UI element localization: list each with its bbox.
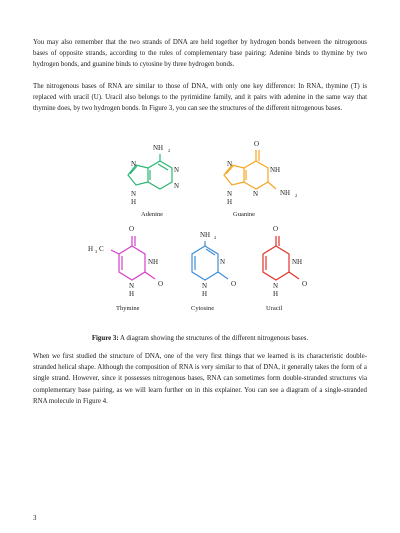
paragraph-base-pairing: You may also remember that the two strands of DNA are held together by hydrogen bonds between the nitrogenous bases of opposite strands, according to the rules of complementary base pairing: Adenine binds to thymine by two hydrogen bonds, and guanine binds to cytosine by three hydrogen bonds. [33,39,367,69]
svg-text:N: N [131,190,137,198]
svg-text:N: N [174,166,180,174]
adenine-label: Adenine [141,211,164,218]
thymine-label: Thymine [116,305,140,312]
svg-text:NH: NH [200,231,211,239]
figure-caption-text: A diagram showing the structures of the different nitrogenous bases. [118,335,309,342]
nitrogenous-bases-diagram [0,128,400,328]
thymine-structure [88,225,163,312]
svg-text:N: N [253,190,259,198]
svg-text:N: N [131,160,137,168]
svg-text:NH: NH [280,189,291,197]
paragraph-rna-structure: When we first studied the structure of DNA, one of the very first things that we learned is its characteristic double-stranded helical shape. Although the composition of RNA is very similar to that of DNA, it generally takes the form of a single strand. However, since it possesses nitrogenous bases, RNA can sometimes form double-stranded structures via complementary base pairing, as we will learn further on in this explainer. You can see a diagram of a single-stranded RNA molecule in Figure 4. [33,353,367,405]
svg-text:NH: NH [153,144,164,152]
figure-caption-label: Figure 3: [91,335,119,342]
guanine-label: Guanine [233,211,256,218]
svg-text:O: O [231,280,237,288]
svg-text:NH: NH [270,166,281,174]
svg-text:H: H [202,290,208,298]
svg-text:O: O [158,280,164,288]
svg-text:2: 2 [295,193,298,198]
svg-text:N: N [129,282,135,290]
svg-text:O: O [129,225,135,233]
uracil-label: Uracil [266,305,283,312]
svg-text:N: N [202,282,208,290]
svg-text:C: C [99,245,104,253]
svg-text:O: O [273,225,279,233]
svg-text:2: 2 [168,148,171,153]
svg-text:NH: NH [292,258,303,266]
uracil-structure [263,225,307,312]
svg-text:N: N [227,190,233,198]
paragraph-rna-bases: The nitrogenous bases of RNA are similar to those of DNA, with only one key difference: In RNA, thymine (T) is replaced with uracil (U). Uracil also belongs to the pyrimidine family, and it pairs with adenine in the same way that thymine does, by two hydrogen bonds. In Figure 3, you can see the structures of the different nitrogenous bases. [33,83,367,113]
adenine-structure [128,144,179,218]
svg-text:N: N [273,282,279,290]
svg-text:3: 3 [95,249,98,254]
svg-text:H: H [273,290,279,298]
svg-text:N: N [220,258,226,266]
svg-text:N: N [227,160,233,168]
cytosine-label: Cytosine [191,305,215,312]
svg-text:O: O [254,140,260,148]
svg-text:H: H [131,198,137,206]
svg-text:NH: NH [148,258,159,266]
cytosine-structure [191,231,236,312]
svg-text:2: 2 [214,235,217,240]
svg-text:O: O [302,280,308,288]
page-number: 3 [33,514,37,522]
svg-text:H: H [227,198,233,206]
svg-text:N: N [174,182,180,190]
figure-caption [0,334,400,344]
guanine-structure [224,140,297,218]
svg-text:H: H [88,245,94,253]
svg-text:H: H [129,290,135,298]
